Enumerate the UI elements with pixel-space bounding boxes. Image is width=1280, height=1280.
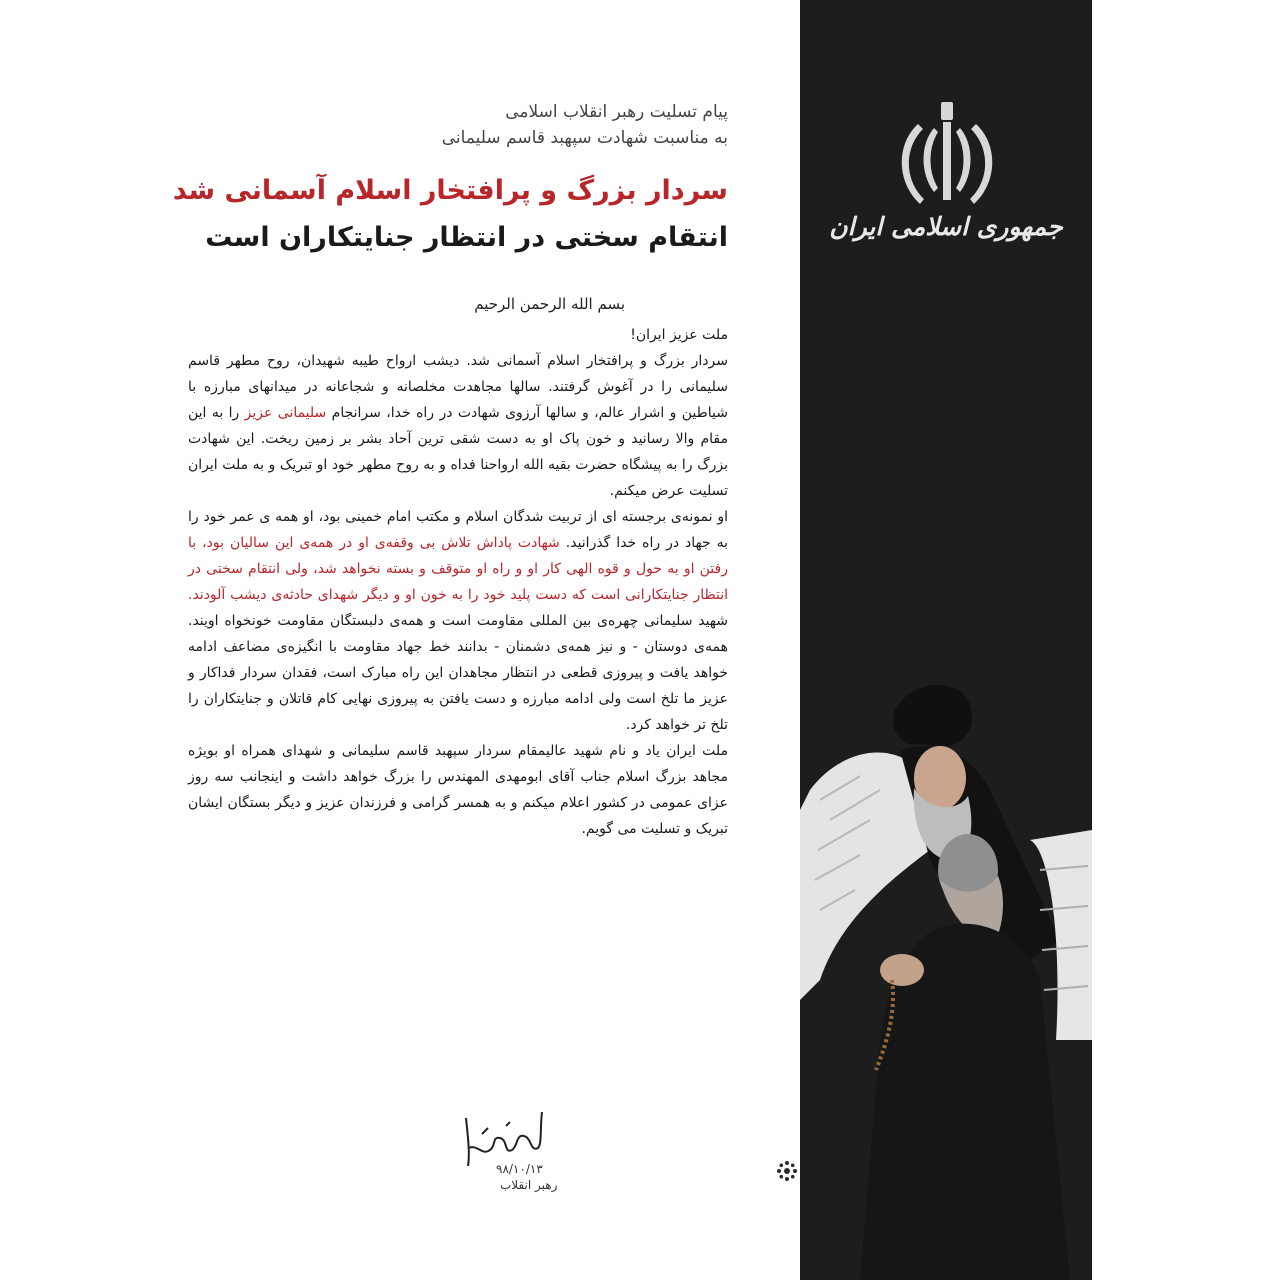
leader-photo xyxy=(800,680,1092,1280)
paragraph-3: ملت ایران یاد و نام شهید عالیمقام سردار سپهبد قاسم سلیمانی و شهدای همراه او بویژه مجاهد بزرگ اسلام جناب آقای ابومهدی المهندس را بزرگ خواهد داشت و اینجانب سه روز عزای عمومی در کشور اعلام میکنم و به همسر گرامی و فرزندان عزیز و دیگر بستگان ایشان تبریک و تسلیت می گویم. xyxy=(188,743,728,837)
paragraph-1-highlight: سلیمانی عزیز xyxy=(244,405,327,421)
signature-date: ۹۸/۱۰/۱۳ xyxy=(496,1162,543,1176)
iran-emblem-icon xyxy=(890,100,1004,212)
message-body xyxy=(188,322,728,842)
paragraph-1-text-a: سردار بزرگ و پرافتخار اسلام آسمانی شد. دیشب ارواح طیبه شهیدان، روح مطهر قاسم سلیمانی را در آغوش گرفتند. سالها مجاهدت مخلصانه و شجاعانه در میدانهای مبارزه با شیاطین و اشرار عالم، و سالها آرزوی شهادت در راه خدا، سرانجام xyxy=(188,353,728,421)
paragraph-2-text-b: شهید سلیمانی چهره‌ی بین المللی مقاومت است و همه‌ی دلبستگان مقاومت خونخواه اویند. همه‌ی دوستان - و نیز همه‌ی دشمنان - بدانند خط جهاد مقاومت با انگیزه‌ی مضاعف ادامه خواهد یافت و پیروزی قطعی در انتظار مجاهدان این راه مبارک است، فقدان سردار فداکار و عزیز ما تلخ است ولی ادامه مبارزه و دست یافتن به پیروزی نهایی کام قاتلان و جنایتکاران را تلخ تر خواهد کرد. xyxy=(188,613,728,733)
signature-role: رهبر انقلاب xyxy=(500,1178,558,1192)
pretitle-line2: به مناسبت شهادت سپهبد قاسم سلیمانی xyxy=(441,128,728,148)
emblem-photo-panel xyxy=(800,0,1092,1280)
headline-black: انتقام سختی در انتظار جنایتکاران است xyxy=(205,222,728,253)
paragraph-1-text-b: را به این مقام والا رسانید و خون پاک او به دست شقی ترین آحاد بشر بر زمین ریخت. این شهادت بزرگ را به پیشگاه حضرت بقیه الله ارواحنا فداه و به روح مطهر خود او تبریک و به ملت ایران تسلیت عرض میکنم. xyxy=(188,405,728,499)
paragraph-2 xyxy=(188,504,728,738)
paragraph-2-text-a: او نمونه‌ی برجسته ای از تربیت شدگان اسلام و مکتب امام خمینی بود، او همه ی عمر خود را به جهاد در راه خدا گذرانید. xyxy=(188,509,729,551)
site-mark-icon xyxy=(776,1160,798,1182)
headline-red: سردار بزرگ و پرافتخار اسلام آسمانی شد xyxy=(172,175,728,206)
emblem-caption: جمهوری اسلامی ایران xyxy=(829,212,1063,241)
pretitle-line1: پیام تسلیت رهبر انقلاب اسلامی xyxy=(505,102,728,122)
paragraph-2-highlight: شهادت پاداش تلاش بی وقفه‌ی او در همه‌ی این سالیان بود، با رفتن او به حول و قوه الهی کار او و راه او متوقف و بسته نخواهد شد، ولی انتقام سختی در انتظار جنایتکارانی است که دست پلید خود را به خون او و دیگر شهدای حادثه‌ی دیشب آلودند. xyxy=(188,535,728,603)
paragraph-1 xyxy=(188,348,728,504)
basmala: بسم الله الرحمن الرحیم xyxy=(474,295,625,313)
salutation: ملت عزیز ایران! xyxy=(630,327,728,343)
message-document xyxy=(172,0,800,1280)
